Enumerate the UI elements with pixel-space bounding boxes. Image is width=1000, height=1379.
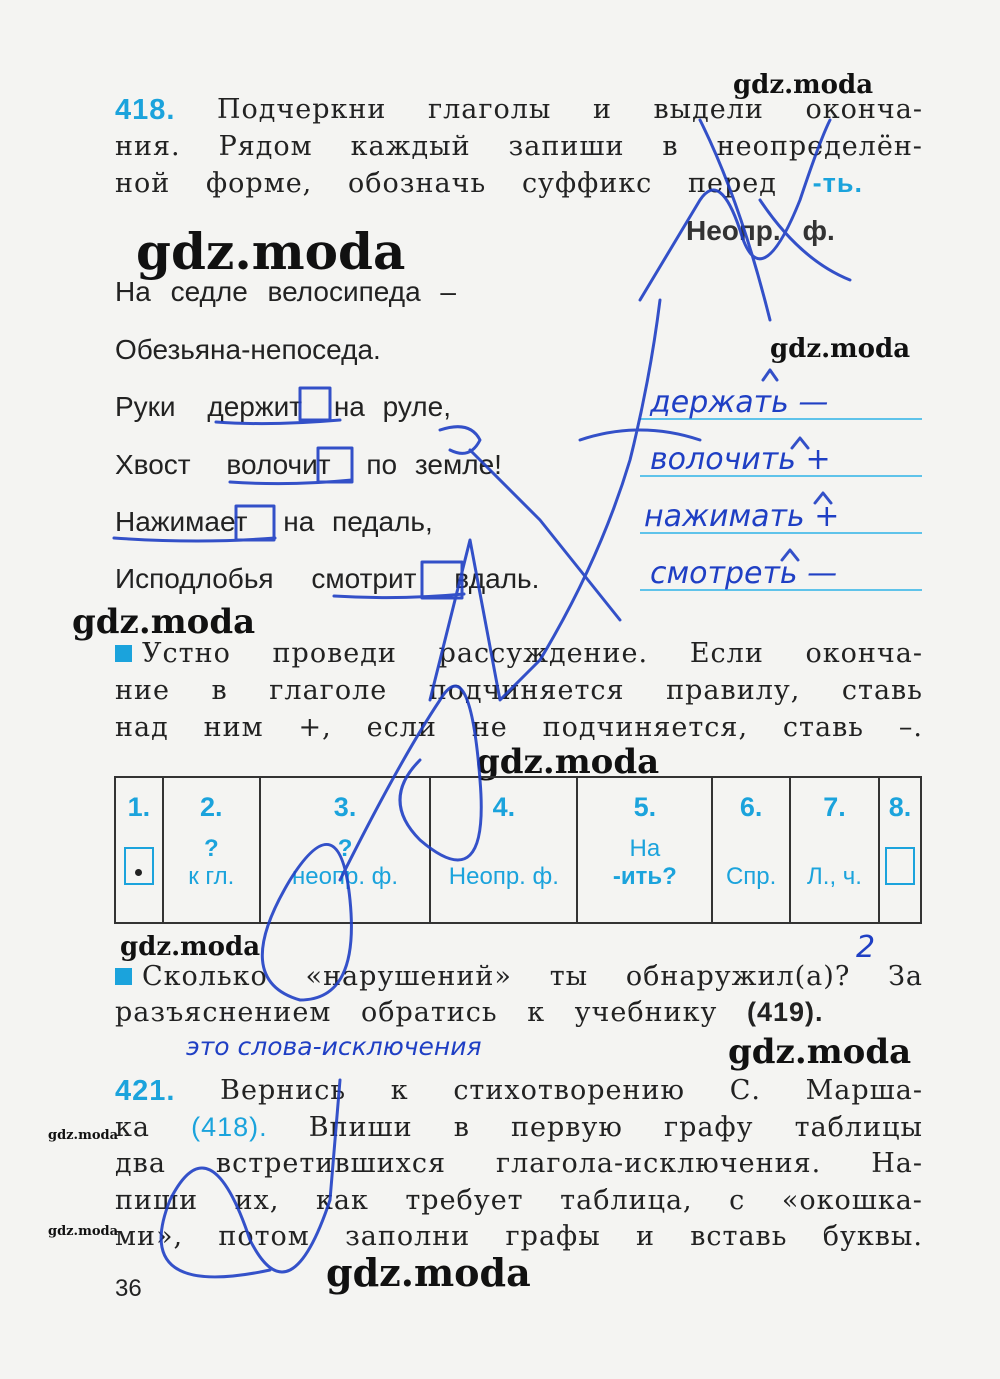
word: таблицы <box>794 1112 923 1143</box>
word: первую <box>511 1112 623 1143</box>
word: Марша- <box>805 1075 923 1106</box>
word: ной <box>115 168 171 199</box>
word: Хвост <box>115 449 191 480</box>
column-header: Неопр. ф. <box>686 215 835 246</box>
ending-box-mark <box>300 388 330 420</box>
word: правилу, <box>666 675 801 706</box>
word: ставь <box>841 675 923 706</box>
word: выдели <box>653 94 764 125</box>
word: буквы. <box>822 1221 923 1252</box>
verb: волочит <box>226 449 331 480</box>
word: по земле! <box>366 449 502 480</box>
handwritten-count: 2 <box>856 930 876 965</box>
word: перед <box>687 168 777 199</box>
word: Исподлобья <box>115 563 274 594</box>
word: ставь <box>782 712 864 743</box>
word: проведи <box>272 638 397 669</box>
word: их, <box>234 1185 280 1216</box>
scribble-mark <box>440 427 480 454</box>
watermark: gdz.moda <box>136 222 406 281</box>
word: «окошка- <box>781 1185 923 1216</box>
word: оконча- <box>805 94 923 125</box>
cell-caption: Неопр. ф. <box>448 863 559 890</box>
word: стихотворению <box>453 1075 686 1106</box>
cell-number: 1. <box>127 792 151 822</box>
suffix-label: -ть. <box>812 168 863 198</box>
word: Подчеркни <box>217 94 387 125</box>
word: графу <box>664 1112 754 1143</box>
cell-number: 3. <box>333 792 357 822</box>
cell-caption: Л., ч. <box>807 863 862 890</box>
word: На- <box>871 1148 923 1179</box>
handwritten-answer: держать — <box>650 385 829 420</box>
cell-caption: Спр. <box>725 863 777 890</box>
word: над <box>115 712 169 743</box>
cell-number: 8. <box>888 792 912 822</box>
word: суффикс <box>521 168 653 199</box>
word: форме, <box>206 168 313 199</box>
ending-box-mark <box>318 448 352 482</box>
watermark: gdz.moda <box>120 932 261 962</box>
watermark: gdz.moda <box>476 742 660 782</box>
word: рассуждение. <box>438 638 649 669</box>
word: встретившихся <box>215 1148 447 1179</box>
word: Сколько <box>142 961 268 992</box>
word: в <box>662 131 679 162</box>
word: в <box>211 675 228 706</box>
word: Устно <box>142 638 231 669</box>
word: к <box>390 1075 409 1106</box>
word: глагола-исключения. <box>495 1148 822 1179</box>
word: Вернись <box>220 1075 347 1106</box>
accent-mark <box>792 438 808 448</box>
word: подчиняется, <box>542 712 749 743</box>
handwritten-answer: нажимать + <box>644 499 840 534</box>
poem-line: На седле велосипеда – <box>115 276 457 307</box>
watermark: gdz.moda <box>326 1250 531 1295</box>
poem-line: Обезьяна-непоседа. <box>115 334 381 365</box>
scribble-mark <box>430 540 540 700</box>
word: требует <box>405 1185 524 1216</box>
ending-box-mark <box>236 506 274 540</box>
word: если <box>366 712 437 743</box>
word: ния. <box>115 131 181 162</box>
accent-mark <box>782 550 798 560</box>
cell-caption: неопр. ф. <box>292 863 399 890</box>
plus-sign: +, <box>298 712 332 743</box>
scribble-mark <box>161 1080 340 1277</box>
word: неопределён- <box>716 131 923 162</box>
word: ты <box>549 961 589 992</box>
accent-mark <box>763 370 777 380</box>
word: Впиши <box>308 1112 413 1143</box>
word: и <box>592 94 612 125</box>
word: вдаль. <box>454 563 540 594</box>
word: каждый <box>350 131 471 162</box>
verb: Нажимает <box>115 506 248 537</box>
handwritten-note: это слова-исключения <box>186 1032 482 1061</box>
word: не <box>471 712 508 743</box>
word: обнаружил(а)? <box>625 961 851 992</box>
sentence: разъяснением обратись к учебнику <box>115 997 718 1028</box>
word: вставь <box>690 1221 788 1252</box>
word: заполни <box>345 1221 471 1252</box>
word: ми», <box>115 1221 184 1252</box>
word: графы <box>505 1221 601 1252</box>
handwritten-answer: волочить + <box>650 442 831 477</box>
scribble-mark <box>700 120 850 320</box>
scribble-mark <box>262 844 351 1000</box>
cell-number: 6. <box>739 792 763 822</box>
cell-number: 2. <box>200 792 223 822</box>
cell-number: 4. <box>492 792 516 822</box>
word: на педаль, <box>283 506 433 537</box>
word: два <box>115 1148 166 1179</box>
verb: держит <box>207 391 303 422</box>
word: глаголы <box>427 94 552 125</box>
word: запиши <box>508 131 625 162</box>
minus-sign: –. <box>898 712 923 743</box>
watermark: gdz.moda <box>48 1128 119 1143</box>
word: глаголе <box>269 675 388 706</box>
watermark: gdz.moda <box>48 1224 119 1239</box>
scribble-mark <box>340 686 481 880</box>
scribble-mark <box>640 120 830 300</box>
verb: смотрит <box>311 563 417 594</box>
word: ние <box>115 675 170 706</box>
word: «нарушений» <box>305 961 512 992</box>
word: ка <box>115 1112 150 1143</box>
word: Если <box>689 638 764 669</box>
word: потом <box>218 1221 310 1252</box>
scribble-mark <box>540 300 700 660</box>
cell-caption: -ить? <box>612 863 677 890</box>
word: обозначь <box>348 168 487 199</box>
watermark: gdz.moda <box>728 1032 912 1072</box>
scribble-mark <box>470 450 620 620</box>
word: Руки <box>115 391 176 422</box>
cell-caption: к гл. <box>188 863 235 890</box>
handwritten-answer: смотреть — <box>650 556 838 591</box>
cell-caption: На <box>629 835 661 862</box>
word: с <box>729 1185 746 1216</box>
word: ним <box>203 712 264 743</box>
cell-number: 7. <box>823 792 846 822</box>
cell-number: 5. <box>633 792 657 822</box>
reference: (419). <box>746 997 824 1027</box>
question-mark: ? <box>203 835 219 862</box>
word: таблица, <box>560 1185 693 1216</box>
word: в <box>453 1112 470 1143</box>
accent-mark <box>815 493 831 503</box>
exercise-number: 418. <box>115 94 176 126</box>
word: и <box>635 1221 655 1252</box>
word: За <box>888 961 923 992</box>
word: подчиняется <box>428 675 625 706</box>
watermark: gdz.moda <box>733 70 874 100</box>
watermark: gdz.moda <box>770 334 911 364</box>
word: как <box>315 1185 369 1216</box>
reference: (418). <box>191 1112 268 1142</box>
word: на руле, <box>333 391 451 422</box>
exercise-number: 421. <box>115 1075 176 1107</box>
word: Рядом <box>218 131 313 162</box>
word: С. <box>729 1075 761 1106</box>
page-number: 36 <box>115 1275 142 1302</box>
question-mark: ? <box>337 835 353 862</box>
word: пиши <box>115 1185 199 1216</box>
watermark: gdz.moda <box>72 602 256 642</box>
word: оконча- <box>805 638 923 669</box>
